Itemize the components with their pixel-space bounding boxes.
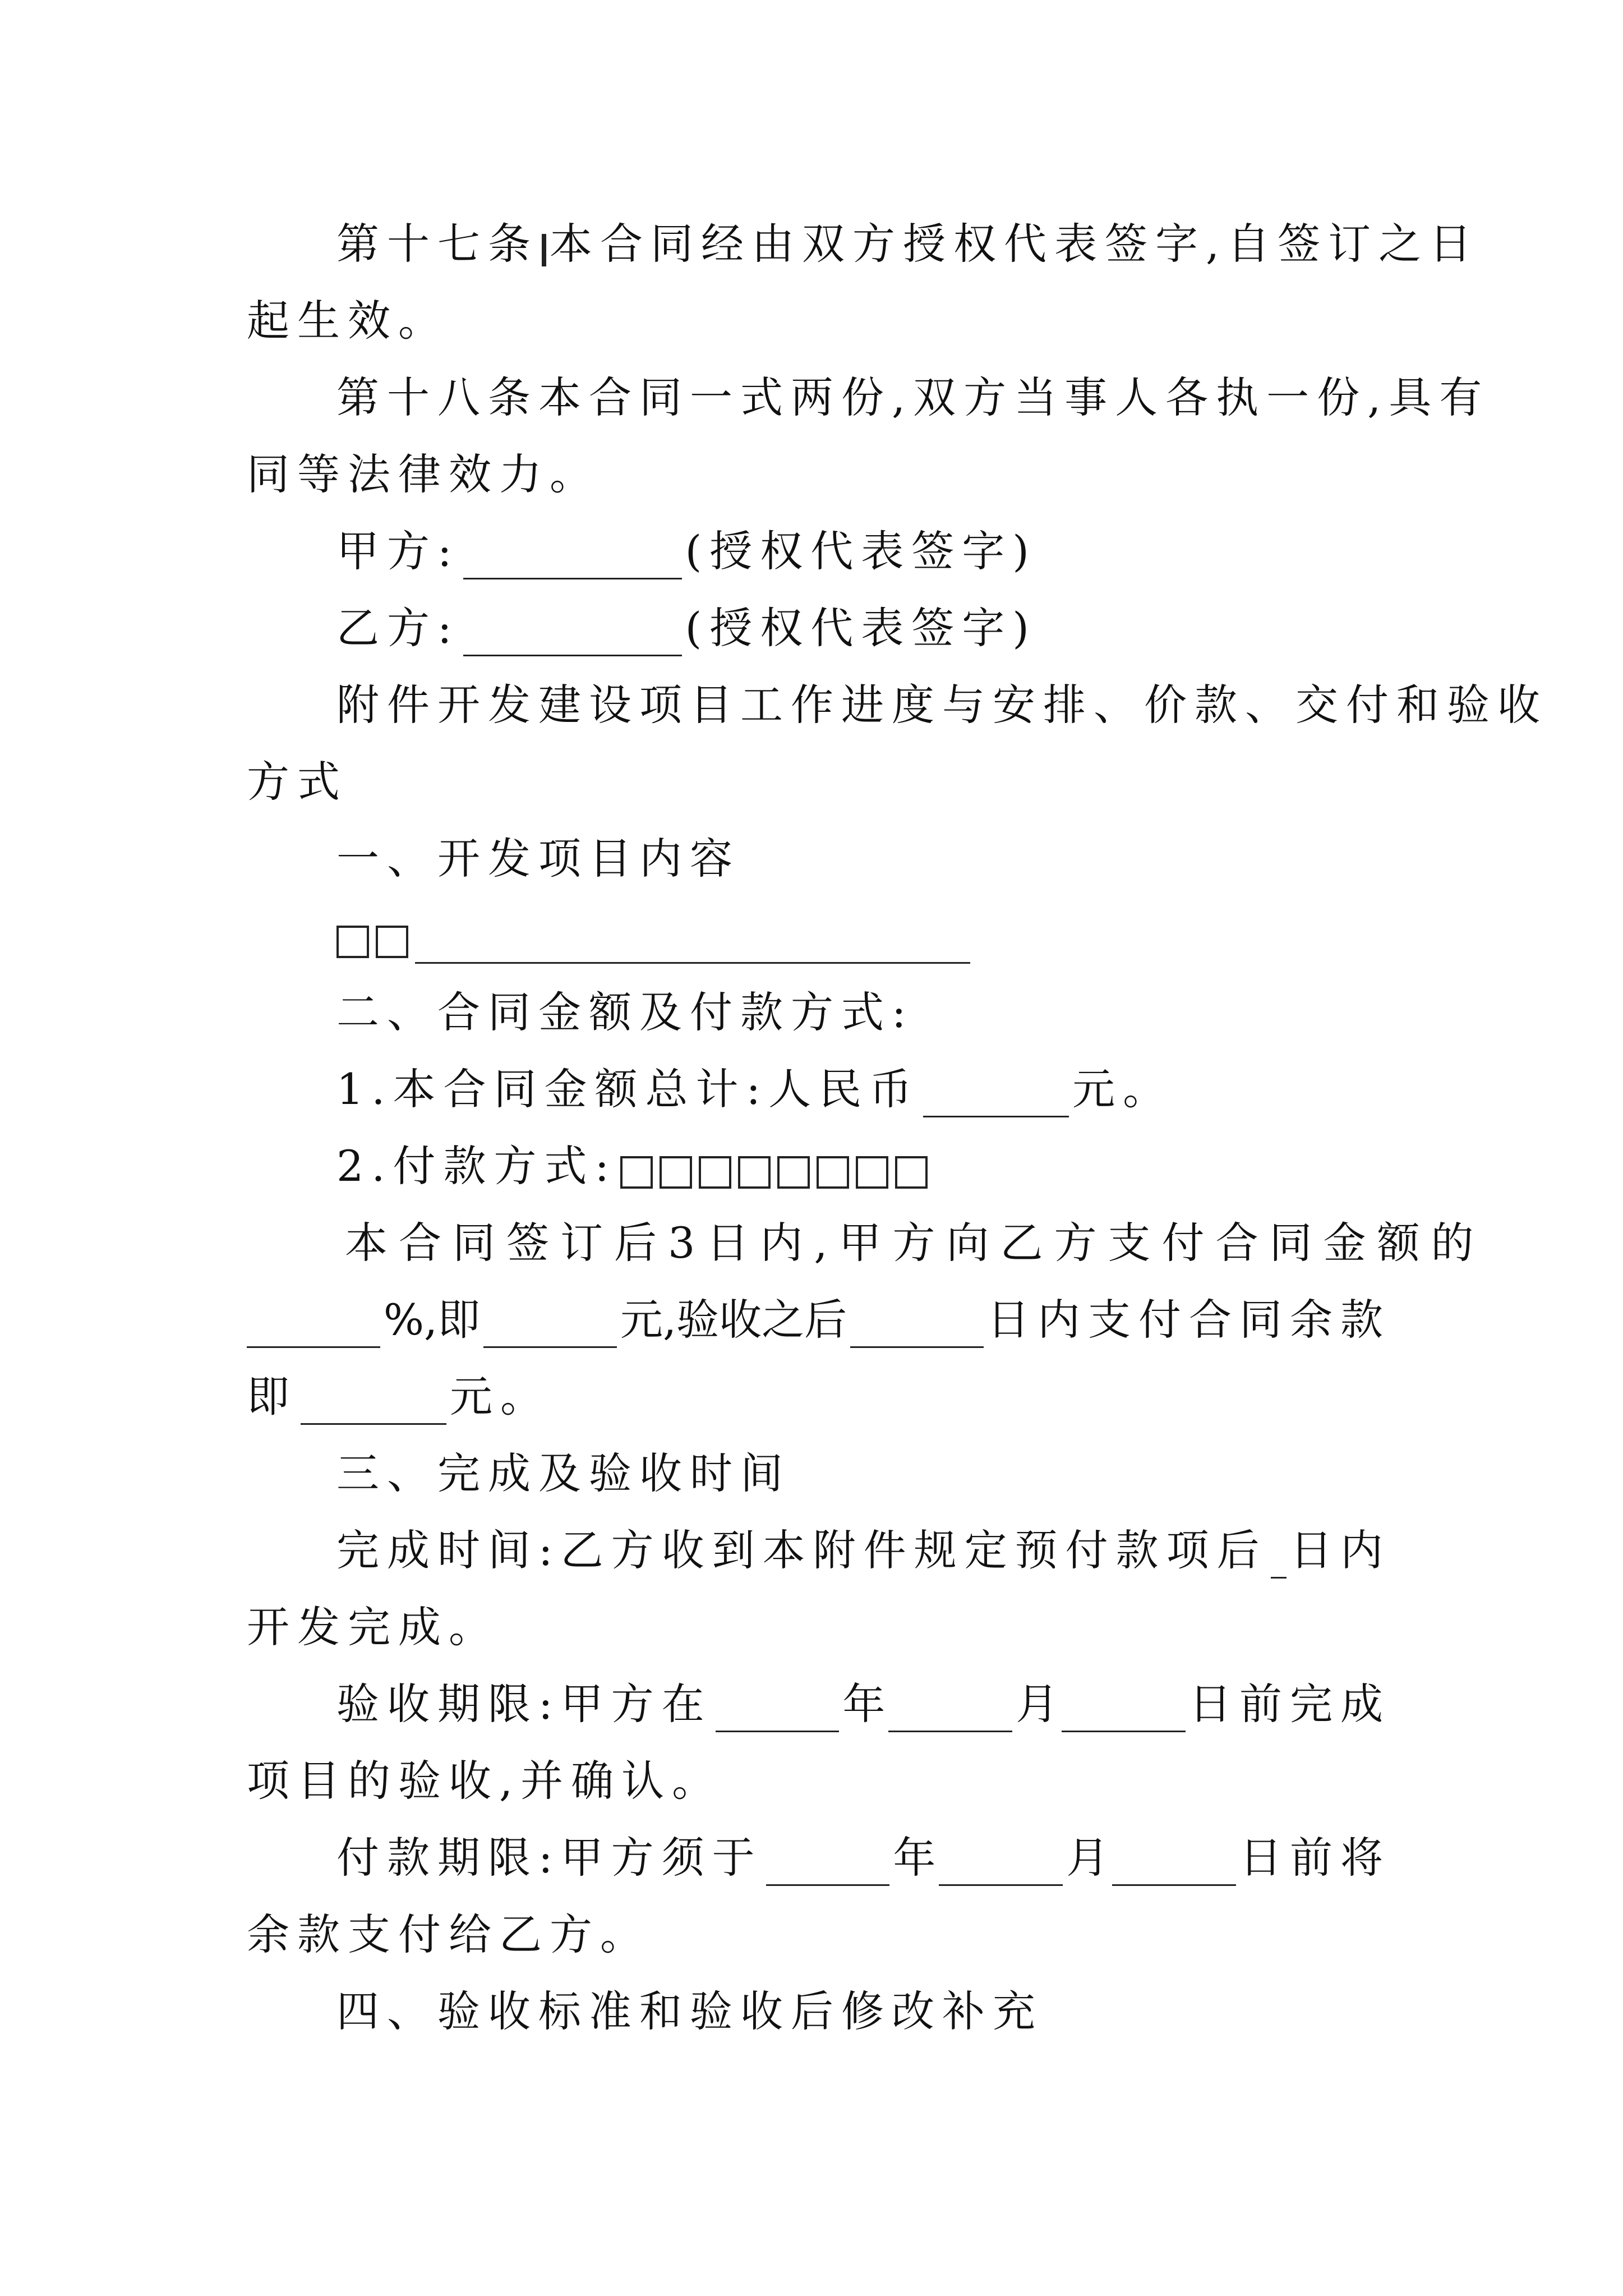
payment-terms-line-1 <box>345 1215 1485 1271</box>
acceptance-deadline-end: 日前完成 <box>1189 1679 1391 1729</box>
party-a-signature-blank <box>463 535 682 579</box>
payment-terms-line-2 <box>247 1292 1391 1348</box>
acceptance-day-blank <box>1062 1688 1186 1732</box>
article-18-text-end: 同等法律效力。 <box>247 449 600 499</box>
percent-blank <box>247 1304 380 1348</box>
article-17-line-2 <box>247 293 1391 349</box>
party-b-sign-note: (授权代表签字) <box>685 603 1037 653</box>
payment-year-blank <box>766 1842 890 1886</box>
payment-deadline-end: 日前将 <box>1239 1833 1391 1883</box>
article-17-text: 本合同经由双方授权代表签字,自签订之日 <box>550 219 1480 269</box>
acceptance-deadline-line-1 <box>336 1676 1391 1732</box>
completion-time-label: 完成时间:乙方收到本附件规定预付款项后 <box>336 1525 1267 1575</box>
article-17-line-1 <box>336 216 1480 272</box>
section-1-title: 一、开发项目内容 <box>336 834 740 884</box>
party-b-signature-blank <box>463 612 682 656</box>
section-1-content-line <box>336 908 1391 964</box>
section-2-heading <box>336 984 1391 1041</box>
acceptance-deadline-line-2 <box>247 1753 1391 1809</box>
advance-amount-blank <box>483 1304 617 1348</box>
annex-title-line-2 <box>247 754 1391 810</box>
placeholder-box <box>895 1156 928 1189</box>
yuan-unit: 元。 <box>1072 1064 1174 1114</box>
balance-label: 即 <box>247 1372 297 1421</box>
percent-label: %,即 <box>383 1295 481 1345</box>
party-a-signature-line <box>336 523 1391 579</box>
acceptance-year-blank <box>716 1688 840 1732</box>
project-content-blank <box>415 919 970 964</box>
placeholder-box <box>856 1156 888 1189</box>
payment-deadline-text-end: 余款支付给乙方。 <box>247 1910 651 1959</box>
payment-deadline-label: 付款期限:甲方须于 <box>336 1833 763 1883</box>
annex-title-end: 方式 <box>247 757 348 807</box>
placeholder-box <box>620 1156 653 1189</box>
placeholder-box <box>542 234 546 266</box>
section-3-heading <box>336 1446 1391 1502</box>
placeholder-box <box>699 1156 731 1189</box>
annex-title: 附件开发建设项目工作进度与安排、价款、交付和验收 <box>336 680 1548 730</box>
payment-terms-text: 本合同签订后3日内,甲方向乙方支付合同金额的 <box>345 1218 1485 1268</box>
section-4-heading <box>336 1984 1391 2040</box>
payment-deadline-line-2 <box>247 1907 1391 1963</box>
payment-month-blank <box>939 1842 1063 1886</box>
party-a-sign-note: (授权代表签字) <box>685 526 1037 576</box>
placeholder-box <box>376 926 408 958</box>
placeholder-box <box>660 1156 692 1189</box>
year-label: 年 <box>842 1679 886 1729</box>
completion-time-line-1 <box>336 1522 1391 1579</box>
article-18-text: 第十八条本合同一式两份,双方当事人各执一份,具有 <box>336 372 1490 422</box>
payment-method-line <box>336 1138 1391 1194</box>
payment-deadline-line-1 <box>336 1830 1391 1886</box>
payment-day-blank <box>1112 1842 1236 1886</box>
balance-amount-blank <box>301 1381 446 1425</box>
year-label: 年 <box>893 1833 936 1883</box>
section-2-title: 二、合同金额及付款方式: <box>336 987 914 1037</box>
acceptance-deadline-label: 验收期限:甲方在 <box>336 1679 712 1729</box>
yuan-unit: 元。 <box>450 1372 551 1421</box>
section-3-title: 三、完成及验收时间 <box>336 1448 791 1498</box>
article-18-line-2 <box>247 447 1391 503</box>
completion-time-end: 开发完成。 <box>247 1602 499 1652</box>
completion-days-blank <box>1271 1534 1287 1579</box>
month-label: 月 <box>1016 1679 1059 1729</box>
annex-title-line-1 <box>336 677 1548 733</box>
acceptance-month-blank <box>888 1688 1012 1732</box>
party-b-signature-line <box>336 600 1391 656</box>
contract-amount-line <box>336 1061 1391 1117</box>
after-acceptance-label: 元,验收之后 <box>620 1295 847 1345</box>
article-17-text-end: 起生效。 <box>247 296 449 346</box>
party-b-label: 乙方: <box>336 603 460 653</box>
placeholder-box <box>738 1156 771 1189</box>
party-a-label: 甲方: <box>336 526 460 576</box>
section-1-heading <box>336 831 1391 887</box>
completion-days-unit: 日内 <box>1290 1525 1391 1575</box>
payment-method-label: 2.付款方式: <box>336 1141 617 1191</box>
article-17-label: 第十七条 <box>336 219 538 269</box>
month-label: 月 <box>1066 1833 1109 1883</box>
balance-payment-label: 日内支付合同余款 <box>986 1295 1391 1345</box>
contract-amount-label: 1.本合同金额总计:人民币 <box>336 1064 920 1114</box>
placeholder-box <box>817 1156 849 1189</box>
placeholder-box <box>336 926 369 958</box>
section-4-title: 四、验收标准和验收后修改补充 <box>336 1986 1043 2036</box>
completion-time-line-2 <box>247 1599 1391 1655</box>
acceptance-confirm-text: 项目的验收,并确认。 <box>247 1756 723 1806</box>
article-18-line-1 <box>336 370 1490 426</box>
placeholder-box <box>777 1156 810 1189</box>
balance-days-blank <box>850 1304 984 1348</box>
contract-amount-blank <box>923 1073 1069 1117</box>
payment-terms-line-3 <box>247 1369 1391 1425</box>
